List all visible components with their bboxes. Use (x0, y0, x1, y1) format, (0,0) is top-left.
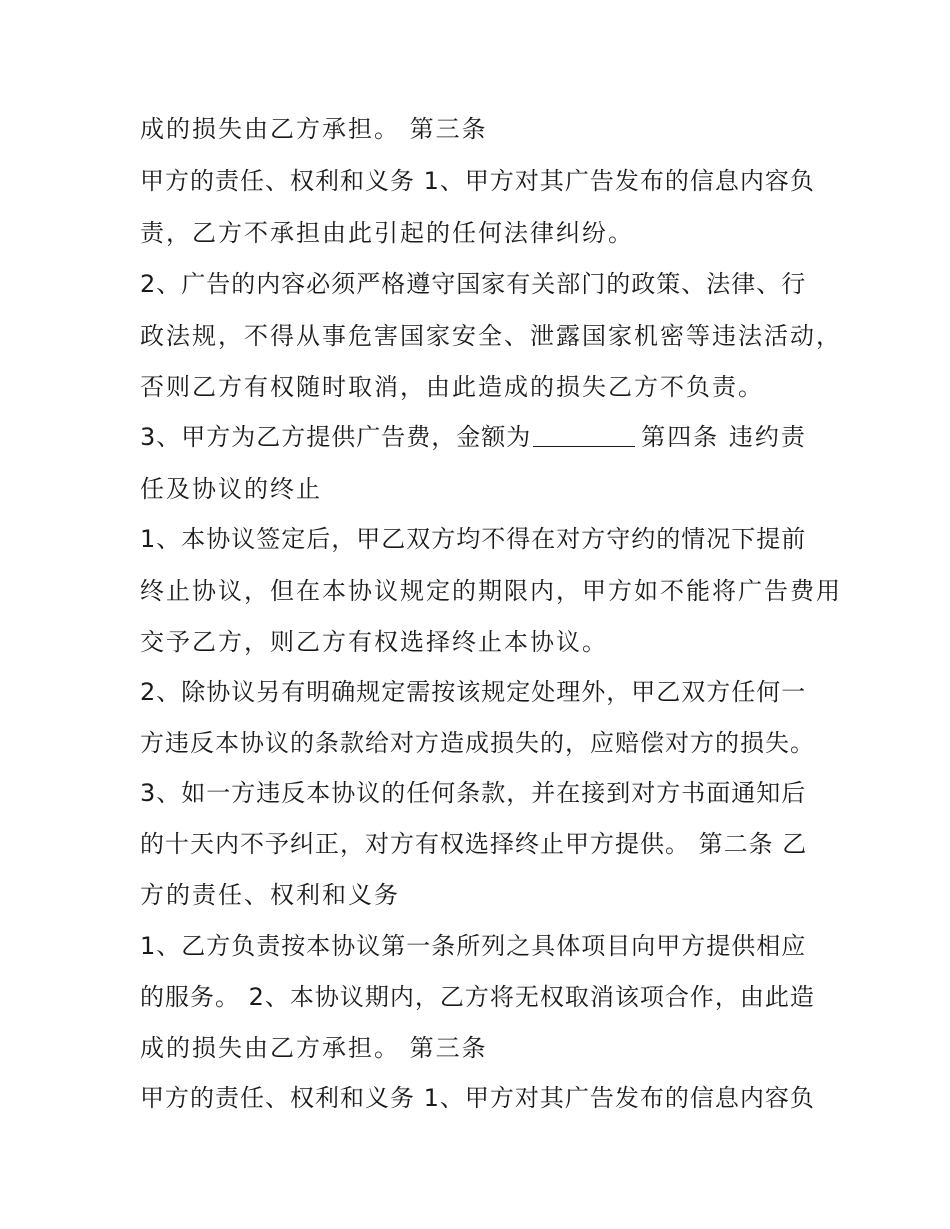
text-line-12: 2、除协议另有明确规定需按该规定处理外，甲乙双方任何一 (140, 678, 807, 706)
text-line-7 (140, 422, 807, 452)
text-line-15: 的十天内不予纠正，对方有权选择终止甲方提供。 第二条 乙 (140, 830, 808, 858)
text-line-1: 成的损失由乙方承担。 第三条 (140, 115, 488, 143)
text-line-20: 甲方的责任、权利和义务 1、甲方对其广告发布的信息内容负 (140, 1084, 815, 1112)
text-line-19: 成的损失由乙方承担。 第三条 (140, 1034, 488, 1062)
amount-blank (533, 424, 635, 447)
text-line-16: 方的责任、权利和义务 (140, 881, 400, 909)
text-line-6: 否则乙方有权随时取消，由此造成的损失乙方不负责。 (140, 373, 764, 401)
text-line-17: 1、乙方负责按本协议第一条所列之具体项目向甲方提供相应 (140, 932, 807, 960)
text-line-14: 3、如一方违反本协议的任何条款，并在接到对方书面通知后 (140, 779, 807, 807)
text-line-2: 甲方的责任、权利和义务 1、甲方对其广告发布的信息内容负 (140, 167, 815, 195)
text-line-3: 责，乙方不承担由此引起的任何法律纠纷。 (140, 219, 634, 247)
text-line-7-end: 第四条 违约责 (641, 423, 807, 451)
text-line-5: 政法规，不得从事危害国家安全、泄露国家机密等违法活动， (140, 322, 842, 350)
text-line-18: 的服务。 2、本协议期内，乙方将无权取消该项合作，由此造 (140, 983, 815, 1011)
text-line-7-start: 3、甲方为乙方提供广告费，金额为 (140, 423, 532, 451)
text-line-10: 终止协议，但在本协议规定的期限内，甲方如不能将广告费用 (140, 577, 842, 605)
text-line-4: 2、广告的内容必须严格遵守国家有关部门的政策、法律、行 (140, 270, 807, 298)
text-line-9: 1、本协议签定后，甲乙双方均不得在对方守约的情况下提前 (140, 525, 807, 553)
text-line-13: 方违反本协议的条款给对方造成损失的，应赔偿对方的损失。 (140, 729, 815, 757)
text-line-11: 交予乙方，则乙方有权选择终止本协议。 (140, 628, 608, 656)
text-line-8: 任及协议的终止 (140, 475, 322, 503)
